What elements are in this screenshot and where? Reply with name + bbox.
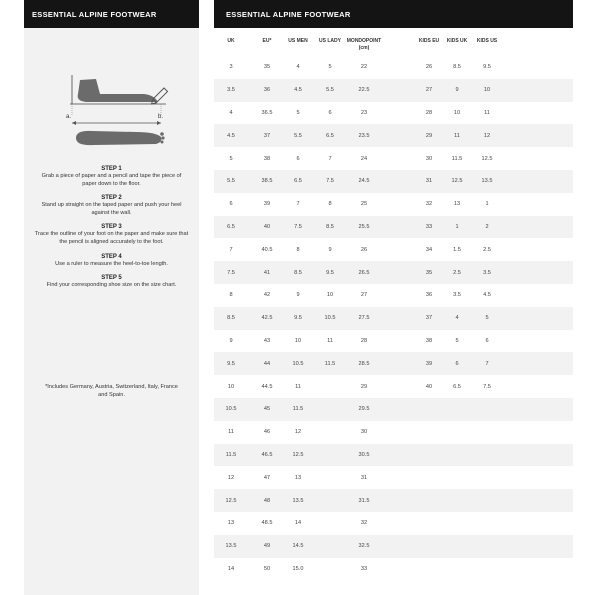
table-cell: 6.5	[453, 383, 461, 390]
table-cell: 3.5	[453, 292, 461, 299]
table-cell: 8	[328, 201, 332, 208]
step-item	[24, 224, 199, 246]
table-row	[214, 147, 573, 170]
table-cell: 12	[483, 132, 491, 139]
table-cell: 7	[328, 155, 332, 162]
table-cell: 11.5	[451, 155, 463, 162]
step-title: STEP 5	[101, 275, 122, 282]
left-panel-title: ESSENTIAL ALPINE FOOTWEAR	[24, 0, 199, 28]
table-cell: 5.5	[294, 132, 302, 139]
table-cell	[472, 558, 502, 581]
table-cell: 46	[263, 429, 271, 436]
table-cell: 13.5	[481, 178, 493, 185]
table-cell: 38	[263, 155, 271, 162]
table-cell: 10	[294, 337, 302, 344]
table-cell	[472, 444, 502, 467]
table-cell: 7	[229, 246, 233, 253]
table-cell: 40.5	[261, 246, 273, 253]
table-cell: 11	[454, 132, 460, 139]
table-row	[214, 352, 573, 375]
table-cell	[315, 558, 345, 581]
table-cell: 10	[227, 383, 235, 390]
table-cell: 5	[328, 64, 332, 71]
table-cell: 44	[263, 360, 271, 367]
table-row	[214, 398, 573, 421]
size-chart-panel	[214, 0, 573, 595]
table-cell: 1.5	[453, 246, 461, 253]
table-cell: 44.5	[261, 383, 273, 390]
table-cell: 12	[294, 429, 302, 436]
table-cell	[442, 489, 472, 512]
table-cell: 5.5	[227, 178, 235, 185]
table-cell: 12.5	[481, 155, 493, 162]
table-cell	[315, 421, 345, 444]
table-cell: 6	[455, 360, 459, 367]
step-item	[24, 275, 199, 290]
table-cell	[315, 375, 345, 398]
table-cell: 30.5	[358, 451, 370, 458]
table-cell: 33	[425, 223, 433, 230]
table-cell: 8	[229, 292, 233, 299]
step-title: STEP 1	[101, 166, 122, 172]
table-cell	[315, 512, 345, 535]
table-cell: 12.5	[451, 178, 463, 185]
table-cell	[315, 444, 345, 467]
table-cell: 9	[455, 87, 459, 94]
table-cell: 32	[425, 201, 433, 208]
table-cell: 2.5	[453, 269, 461, 276]
table-row	[214, 512, 573, 535]
table-cell: 4	[455, 315, 459, 322]
table-cell: 36	[263, 87, 271, 94]
table-cell: 11	[295, 383, 301, 390]
table-cell: 6	[485, 337, 489, 344]
table-cell: 12.5	[225, 497, 237, 504]
table-cell: 23.5	[358, 132, 370, 139]
table-cell: 36.5	[261, 109, 273, 116]
table-cell: 31.5	[358, 497, 370, 504]
table-cell: 23	[360, 109, 368, 116]
table-cell: 6	[229, 201, 233, 208]
step-item	[24, 166, 199, 188]
table-cell: 7.5	[326, 178, 334, 185]
step-text: Trace the outline of your foot on the paper and make sure that the pencil is aligned accurately to the foot.	[34, 231, 189, 245]
table-cell: 27	[360, 292, 368, 299]
table-header	[214, 28, 573, 56]
table-cell	[315, 398, 345, 421]
table-cell: 5	[455, 337, 459, 344]
table-cell: 6.5	[294, 178, 302, 185]
table-cell: 7.5	[483, 383, 491, 390]
table-row	[214, 238, 573, 261]
label-a: a.	[66, 114, 72, 120]
table-cell: 10	[326, 292, 334, 299]
table-cell: 28	[425, 109, 433, 116]
table-cell: 13	[227, 520, 235, 527]
table-cell: 37	[263, 132, 271, 139]
table-cell	[442, 558, 472, 581]
table-cell: 26	[360, 246, 368, 253]
table-cell: 33	[360, 565, 368, 572]
foot-side-icon	[78, 79, 158, 102]
table-cell	[414, 466, 444, 489]
table-row	[214, 170, 573, 193]
table-cell	[414, 489, 444, 512]
table-cell: 13	[453, 201, 461, 208]
step-title: STEP 4	[101, 253, 122, 260]
table-cell: 4.5	[294, 87, 302, 94]
table-row	[214, 466, 573, 489]
table-cell: 29.5	[358, 406, 370, 413]
steps-list	[24, 166, 199, 297]
table-cell: 3.5	[483, 269, 491, 276]
table-cell	[315, 535, 345, 558]
table-cell: 24.5	[358, 178, 370, 185]
table-cell: 6	[296, 155, 300, 162]
table-cell: 8.5	[453, 64, 461, 71]
table-cell	[442, 398, 472, 421]
table-cell: 10.5	[225, 406, 237, 413]
table-cell: 11	[228, 429, 234, 436]
table-row	[214, 193, 573, 216]
table-cell: 4.5	[227, 132, 235, 139]
footprint-icon	[76, 131, 161, 145]
table-cell: 27	[425, 87, 433, 94]
foot-measure-illustration	[66, 70, 186, 155]
table-cell: 7	[296, 201, 300, 208]
table-cell: 38.5	[261, 178, 273, 185]
table-cell: 14	[294, 520, 302, 527]
table-cell	[414, 535, 444, 558]
table-cell: 11.5	[225, 451, 237, 458]
table-cell	[315, 466, 345, 489]
column-header: EU*	[262, 38, 272, 44]
table-cell: 5	[229, 155, 233, 162]
table-cell	[442, 421, 472, 444]
table-cell: 15.0	[292, 565, 304, 572]
table-cell: 30	[360, 429, 368, 436]
table-cell: 48	[263, 497, 271, 504]
table-cell: 11	[327, 337, 333, 344]
table-cell: 5	[485, 315, 489, 322]
column-header: UK	[227, 38, 235, 44]
table-cell: 10.5	[324, 315, 336, 322]
table-cell: 25.5	[358, 223, 370, 230]
table-row	[214, 558, 573, 581]
table-cell: 6.5	[326, 132, 334, 139]
table-cell: 9	[296, 292, 300, 299]
table-cell	[414, 512, 444, 535]
table-cell: 29	[425, 132, 433, 139]
table-row	[214, 124, 573, 147]
table-cell: 14	[227, 565, 235, 572]
table-cell: 40	[263, 223, 271, 230]
table-cell: 10	[483, 87, 491, 94]
table-cell: 9	[229, 337, 233, 344]
step-text: Find your corresponding shoe size on the size chart.	[46, 282, 177, 289]
table-cell: 43	[263, 337, 271, 344]
table-cell	[315, 489, 345, 512]
table-cell: 9.5	[227, 360, 235, 367]
table-cell: 38	[425, 337, 433, 344]
table-cell: 7	[485, 360, 489, 367]
table-cell: 36	[425, 292, 433, 299]
table-cell	[442, 466, 472, 489]
table-cell: 12.5	[292, 451, 304, 458]
table-cell	[472, 489, 502, 512]
table-cell	[472, 535, 502, 558]
table-cell: 2.5	[483, 246, 491, 253]
table-cell	[472, 398, 502, 421]
table-cell: 28	[360, 337, 368, 344]
table-cell: 11.5	[292, 406, 304, 413]
column-header: KIDS EU	[418, 38, 440, 44]
table-row	[214, 375, 573, 398]
table-cell: 2	[485, 223, 489, 230]
table-cell: 9.5	[483, 64, 491, 71]
table-cell: 10.5	[292, 360, 304, 367]
table-cell	[414, 558, 444, 581]
table-row	[214, 421, 573, 444]
table-cell: 3.5	[227, 87, 235, 94]
step-item	[24, 195, 199, 217]
table-cell: 31	[360, 474, 368, 481]
table-cell: 9.5	[294, 315, 302, 322]
table-cell: 11	[484, 109, 490, 116]
countries-note: *Includes Germany, Austria, Switzerland, Italy, France and Spain.	[45, 384, 178, 398]
table-cell: 40	[425, 383, 433, 390]
table-cell: 24	[360, 155, 368, 162]
table-cell: 42	[263, 292, 271, 299]
column-header: MONDOPOINT (cm)	[346, 38, 382, 51]
instructions-panel	[24, 0, 199, 595]
table-row	[214, 535, 573, 558]
table-cell: 25	[360, 201, 368, 208]
table-cell: 32	[360, 520, 368, 527]
table-cell: 32.5	[358, 543, 370, 550]
step-title: STEP 3	[101, 224, 122, 231]
table-cell: 8	[296, 246, 300, 253]
table-cell: 8.5	[326, 223, 334, 230]
table-cell: 13	[294, 474, 302, 481]
table-row	[214, 216, 573, 239]
table-cell: 5.5	[326, 87, 334, 94]
table-cell: 6.5	[227, 223, 235, 230]
table-row	[214, 284, 573, 307]
table-cell: 4	[229, 109, 233, 116]
table-cell	[472, 466, 502, 489]
table-row	[214, 56, 573, 79]
table-cell: 7.5	[227, 269, 235, 276]
table-cell: 35	[425, 269, 433, 276]
table-cell: 47	[263, 474, 271, 481]
step-text: Use a ruler to measure the heel-to-toe length.	[55, 260, 168, 267]
table-body	[214, 56, 573, 580]
table-cell: 48.5	[261, 520, 273, 527]
step-text: Stand up straight on the taped paper and push your heel against the wall.	[41, 202, 182, 216]
table-cell: 9.5	[326, 269, 334, 276]
table-cell: 27.5	[358, 315, 370, 322]
table-cell	[472, 421, 502, 444]
table-cell: 1	[485, 201, 489, 208]
table-cell: 26	[425, 64, 433, 71]
table-cell: 30	[425, 155, 433, 162]
table-cell: 8.5	[294, 269, 302, 276]
step-text: Grab a piece of paper and a pencil and tape the piece of paper down to the floor.	[41, 173, 182, 187]
table-cell: 35	[263, 64, 271, 71]
table-cell: 39	[425, 360, 433, 367]
table-cell: 45	[263, 406, 271, 413]
table-cell: 42.5	[261, 315, 273, 322]
table-cell	[442, 444, 472, 467]
table-row	[214, 261, 573, 284]
table-cell: 34	[425, 246, 433, 253]
table-cell: 29	[360, 383, 368, 390]
table-cell: 11.5	[324, 360, 336, 367]
table-cell: 31	[425, 178, 433, 185]
table-cell: 14.5	[292, 543, 304, 550]
table-cell: 3	[229, 64, 233, 71]
table-cell: 8.5	[227, 315, 235, 322]
table-cell: 49	[263, 543, 271, 550]
table-cell: 6	[328, 109, 332, 116]
table-row	[214, 330, 573, 353]
table-row	[214, 79, 573, 102]
table-cell: 13.5	[225, 543, 237, 550]
table-cell: 9	[328, 246, 332, 253]
table-cell: 13.5	[292, 497, 304, 504]
table-cell	[472, 512, 502, 535]
table-cell	[442, 512, 472, 535]
table-cell: 46.5	[261, 451, 273, 458]
table-cell: 1	[455, 223, 459, 230]
table-row	[214, 307, 573, 330]
table-row	[214, 102, 573, 125]
table-cell: 4	[296, 64, 300, 71]
table-cell: 37	[425, 315, 433, 322]
table-cell: 22.5	[358, 87, 370, 94]
size-chart-title: ESSENTIAL ALPINE FOOTWEAR	[214, 0, 573, 28]
table-cell: 39	[263, 201, 271, 208]
table-cell: 50	[263, 565, 271, 572]
table-row	[214, 444, 573, 467]
table-cell: 5	[296, 109, 300, 116]
step-item	[24, 254, 199, 269]
table-cell: 7.5	[294, 223, 302, 230]
table-cell: 4.5	[483, 292, 491, 299]
column-header: US MEN	[288, 38, 308, 44]
column-header: US LADY	[319, 38, 341, 44]
step-title: STEP 2	[101, 195, 122, 202]
table-cell: 26.5	[358, 269, 370, 276]
table-cell: 28.5	[358, 360, 370, 367]
column-header: KIDS UK	[446, 38, 468, 44]
table-cell	[414, 444, 444, 467]
table-cell: 10	[453, 109, 461, 116]
table-cell: 12	[227, 474, 235, 481]
column-header: KIDS US	[476, 38, 498, 44]
table-cell	[414, 398, 444, 421]
table-cell	[442, 535, 472, 558]
table-cell: 22	[360, 64, 368, 71]
label-b: b.	[158, 114, 164, 120]
table-cell	[414, 421, 444, 444]
table-cell: 41	[263, 269, 271, 276]
table-row	[214, 489, 573, 512]
